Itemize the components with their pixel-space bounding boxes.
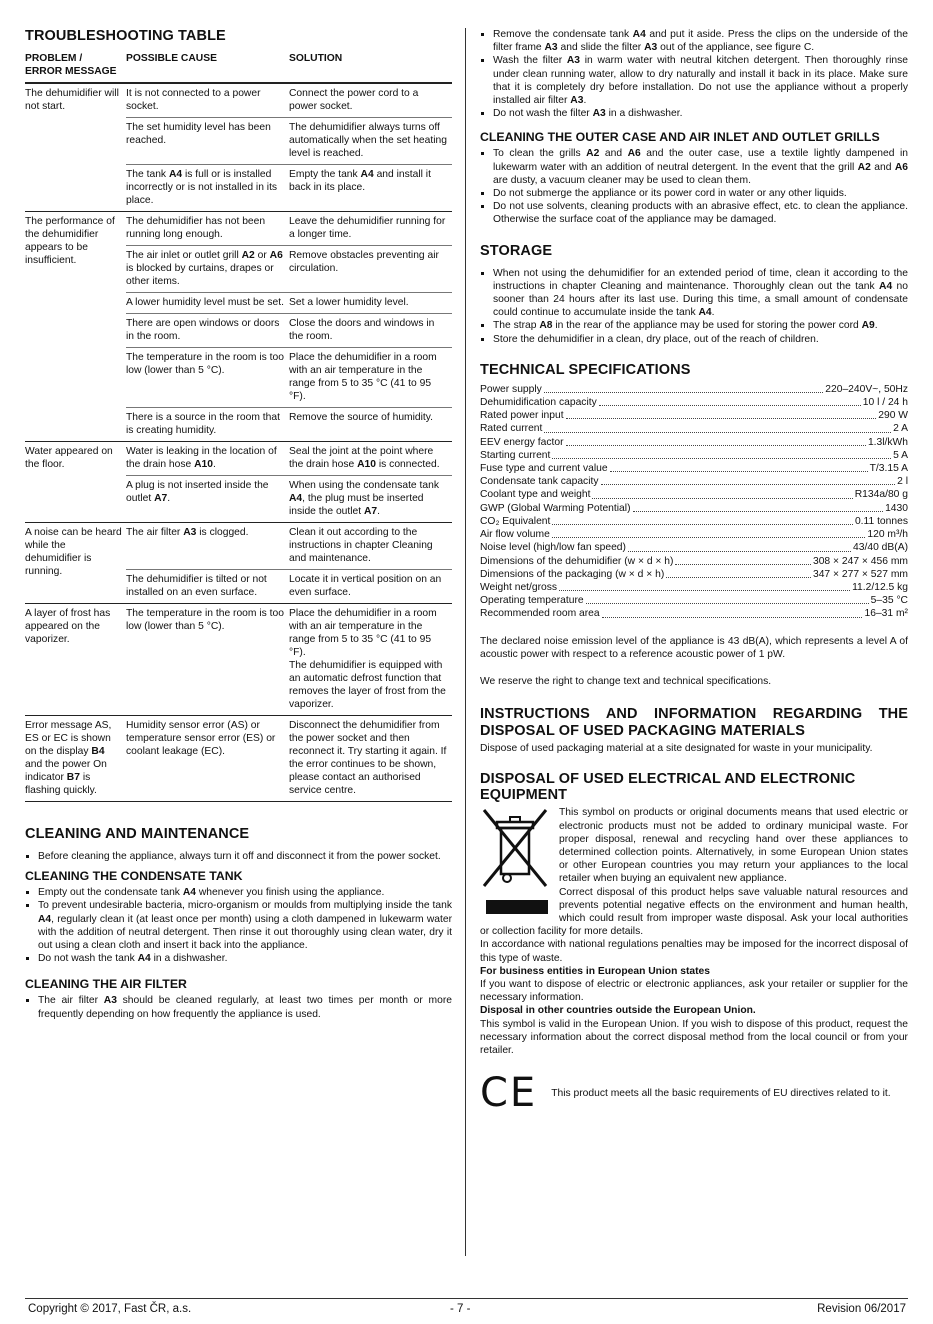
spec-value: 120 m³/h <box>867 529 908 541</box>
spec-list <box>480 383 908 621</box>
cause-cell: There are open windows or doors in the room. <box>126 314 289 348</box>
table-row <box>25 212 452 246</box>
spec-row <box>480 607 908 620</box>
spec-row <box>480 555 908 568</box>
header-problem: PROBLEM / ERROR MESSAGE <box>25 52 126 83</box>
weee-out-title: Disposal in other countries outside the European Union. <box>480 1005 756 1017</box>
spec-value: 347 × 277 × 527 mm <box>812 568 908 580</box>
list-item: To clean the grills A2 and A6 and the outer case, use a textile lightly dampened in lukewarm water with an addition of neutral detergent. In the event that the grill A2 and A6 are dusty, a vacuum cleaner may be used to clean them. <box>480 147 908 187</box>
spec-row <box>480 528 908 541</box>
table-row <box>25 604 452 716</box>
cleaning-outer-title: CLEANING THE OUTER CASE AND AIR INLET AND OUTLET GRILLS <box>480 130 880 145</box>
spec-value: 11.2/12.5 kg <box>852 581 908 593</box>
spec-label: Recommended room area <box>480 608 600 620</box>
weee-eu-title: For business entities in European Union states <box>480 965 711 977</box>
spec-row <box>480 581 908 594</box>
list-item: Empty out the condensate tank A4 whenever you finish using the appliance. <box>25 886 452 899</box>
cause-cell: The set humidity level has been reached. <box>126 118 289 165</box>
spec-row <box>480 409 908 422</box>
solution-cell: Connect the power cord to a power socket. <box>289 83 452 118</box>
spec-leader-dots <box>552 515 853 525</box>
cleaning-title: CLEANING AND MAINTENANCE <box>25 826 250 842</box>
list-item: The air filter A3 should be cleaned regularly, at least two times per month or more frequently depending on how frequently the appliance is used. <box>25 994 452 1020</box>
cleaning-intro-list <box>25 850 452 863</box>
spec-leader-dots <box>552 449 891 459</box>
spec-leader-dots <box>559 581 850 591</box>
cleaning-filter-list <box>25 994 452 1020</box>
filter-steps-list <box>480 28 908 120</box>
packaging-disposal-text: Dispose of used packaging material at a site designated for waste in your municipality. <box>480 743 873 755</box>
ce-block <box>480 1070 908 1117</box>
reserve-note: We reserve the right to change text and technical specifications. <box>480 675 772 687</box>
list-item: Do not submerge the appliance or its power cord in water or any other liquids. <box>480 187 908 200</box>
spec-label: Rated power input <box>480 410 564 422</box>
cleaning-tank-list <box>25 886 452 965</box>
spec-row <box>480 383 908 396</box>
spec-value: 1430 <box>885 502 908 514</box>
spec-value: 2 A <box>893 423 908 435</box>
solution-cell: Place the dehumidifier in a room with an air temperature in the range from 5 to 35 °C (41 to 95 °F). The dehumidifier is equipped with an automatic defrost function that removes the layer of frost from the vaporizer. <box>289 604 452 716</box>
solution-cell: Disconnect the dehumidifier from the power socket and then reconnect it. Try starting it again. If the error continues to be shown, please contact an authorised service centre. <box>289 716 452 802</box>
spec-leader-dots <box>599 396 861 406</box>
cause-cell: The tank A4 is full or is installed incorrectly or is not installed in its place. <box>126 165 289 212</box>
spec-row <box>480 515 908 528</box>
ce-text: This product meets all the basic requirements of EU directives related to it. <box>551 1087 891 1099</box>
spec-value: 1.3l/kWh <box>867 436 908 448</box>
spec-leader-dots <box>586 594 869 604</box>
list-item: Do not wash the filter A3 in a dishwasher. <box>480 107 908 120</box>
solution-cell: Locate it in vertical position on an even surface. <box>289 570 452 604</box>
table-row <box>25 83 452 118</box>
spec-value: 290 W <box>878 410 908 422</box>
spec-leader-dots <box>544 383 823 393</box>
cleaning-filter-title: CLEANING THE AIR FILTER <box>25 977 187 992</box>
solution-cell: Set a lower humidity level. <box>289 293 452 314</box>
cause-cell: Water is leaking in the location of the drain hose A10. <box>126 442 289 476</box>
cause-cell: It is not connected to a power socket. <box>126 83 289 118</box>
cleaning-outer-list <box>480 147 908 226</box>
list-item: Remove the condensate tank A4 and put it aside. Press the clips on the underside of the filter frame A3 and slide the filter A3 out of the appliance, see figure C. <box>480 28 908 54</box>
footer-revision: Revision 06/2017 <box>817 1303 906 1315</box>
packaging-disposal-title: INSTRUCTIONS AND INFORMATION REGARDING THE DISPOSAL OF USED PACKAGING MATERIALS <box>480 706 908 740</box>
solution-cell: The dehumidifier always turns off automatically when the set heating level is reached. <box>289 118 452 165</box>
spec-leader-dots <box>601 475 896 485</box>
cause-cell: The temperature in the room is too low (lower than 5 °C). <box>126 604 289 716</box>
spec-row <box>480 436 908 449</box>
page-footer <box>25 1298 908 1315</box>
header-cause: POSSIBLE CAUSE <box>126 52 289 83</box>
troubleshooting-title: TROUBLESHOOTING TABLE <box>25 28 226 44</box>
spec-row <box>480 475 908 488</box>
spec-label: Dehumidification capacity <box>480 397 597 409</box>
weee-para-1: This symbol on products or original documents means that used electric or electronic products must not be added to ordinary municipal waste. For proper disposal, renewal and recycling hand over these appliances to determined collection points. Alternatively, in some European Union states or other European countries you may return your appliances to the local retailer when buying an equivalent new appliance. <box>559 807 908 885</box>
list-item: To prevent undesirable bacteria, micro-organism or moulds from multiplying inside the tank A4, regularly clean it (at least once per month) using a cloth dampened in lukewarm water with the addition of neutral detergent. Then rinse it out thoroughly using clean water, dry it out using a clean cloth and insert it back into the appliance. <box>25 899 452 952</box>
noise-note: The declared noise emission level of the appliance is 43 dB(A), which represents a level A of acoustic power with respect to a reference acoustic power of 1 pW. <box>480 635 908 660</box>
spec-value: 5 A <box>893 449 908 461</box>
weee-para-2: Correct disposal of this product helps save valuable natural resources and prevents potential negative effects on the environment and human health, which could result from improper waste disposal. Ask your local authorities or collection facility for more details. <box>480 886 908 938</box>
spec-leader-dots <box>602 607 863 617</box>
spec-row <box>480 568 908 581</box>
tech-title: TECHNICAL SPECIFICATIONS <box>480 361 691 378</box>
spec-label: Starting current <box>480 449 551 461</box>
spec-row <box>480 541 908 554</box>
spec-label: Noise level (high/low fan speed) <box>480 542 626 554</box>
footer-copyright: Copyright © 2017, Fast ČR, a.s. <box>28 1303 192 1315</box>
spec-label: Coolant type and weight <box>480 489 591 501</box>
spec-value: 2 l <box>897 476 908 488</box>
list-item: Do not use solvents, cleaning products with an abrasive effect, etc. to clean the appliance. Otherwise the surface coat of the appliance may be damaged. <box>480 200 908 226</box>
list-item: Store the dehumidifier in a clean, dry place, out of the reach of children. <box>480 333 908 346</box>
table-row <box>25 716 452 802</box>
spec-label: Power supply <box>480 383 542 395</box>
header-solution: SOLUTION <box>289 52 452 83</box>
weee-out-text: This symbol is valid in the European Union. If you wish to dispose of this product, request the necessary information about the correct disposal method from the local council or from your retailer. <box>480 1018 908 1056</box>
spec-row <box>480 594 908 607</box>
cause-cell: The air inlet or outlet grill A2 or A6 is blocked by curtains, drapes or other items. <box>126 246 289 293</box>
storage-list <box>480 267 908 346</box>
cause-cell: Humidity sensor error (AS) or temperature sensor error (ES) or coolant leakage (EC). <box>126 716 289 802</box>
spec-label: Dimensions of the packaging (w × d × h) <box>480 568 665 580</box>
spec-row <box>480 462 908 475</box>
spec-leader-dots <box>592 488 852 498</box>
right-column <box>480 28 908 1117</box>
spec-label: CO₂ Equivalent <box>480 515 551 527</box>
spec-leader-dots <box>552 528 866 538</box>
weee-bar <box>486 900 548 914</box>
cause-cell: A lower humidity level must be set. <box>126 293 289 314</box>
weee-title: DISPOSAL OF USED ELECTRICAL AND ELECTRONIC EQUIPMENT <box>480 771 856 804</box>
list-item: The strap A8 in the rear of the appliance may be used for storing the power cord A9. <box>480 319 908 332</box>
spec-value: R134a/80 g <box>854 489 908 501</box>
problem-cell: A noise can be heard while the dehumidifier is running. <box>25 523 126 604</box>
spec-label: GWP (Global Warming Potential) <box>480 502 631 514</box>
solution-cell: When using the condensate tank A4, the plug must be inserted inside the outlet A7. <box>289 476 452 523</box>
problem-cell: The dehumidifier will not start. <box>25 83 126 212</box>
problem-cell: The performance of the dehumidifier appears to be insufficient. <box>25 212 126 442</box>
spec-leader-dots <box>566 436 866 446</box>
list-item: Do not wash the tank A4 in a dishwasher. <box>25 952 452 965</box>
table-row <box>25 523 452 570</box>
solution-cell: Close the doors and windows in the room. <box>289 314 452 348</box>
spec-label: Condensate tank capacity <box>480 476 599 488</box>
cause-cell: The dehumidifier has not been running long enough. <box>126 212 289 246</box>
spec-leader-dots <box>628 541 851 551</box>
spec-leader-dots <box>566 409 877 419</box>
spec-row <box>480 502 908 515</box>
cause-cell: The temperature in the room is too low (lower than 5 °C). <box>126 348 289 408</box>
ce-mark-icon: CE <box>480 1070 538 1117</box>
spec-value: 220–240V~, 50Hz <box>825 383 908 395</box>
spec-label: EEV energy factor <box>480 436 564 448</box>
problem-cell: Water appeared on the floor. <box>25 442 126 523</box>
spec-label: Air flow volume <box>480 529 550 541</box>
spec-value: 16–31 m² <box>864 608 908 620</box>
table-header-row <box>25 52 452 83</box>
spec-value: 5–35 °C <box>870 595 908 607</box>
list-item: Before cleaning the appliance, always turn it off and disconnect it from the power socket. <box>25 850 452 863</box>
list-item: When not using the dehumidifier for an extended period of time, clean it according to the instructions in chapter Cleaning and maintenance. Thoroughly clean out the tank A4 no sooner than 24 hours after its last use. During this time, a small amount of condensate could continue to accumulate inside the tank A4. <box>480 267 908 320</box>
weee-block <box>480 806 908 938</box>
spec-leader-dots <box>544 422 891 432</box>
cause-cell: There is a source in the room that is creating humidity. <box>126 408 289 442</box>
column-divider <box>465 28 466 1256</box>
spec-label: Fuse type and current value <box>480 463 608 475</box>
crossed-bin-icon <box>480 806 555 924</box>
spec-row <box>480 422 908 435</box>
cleaning-tank-title: CLEANING THE CONDENSATE TANK <box>25 869 243 884</box>
spec-value: 0.11 tonnes <box>854 515 908 527</box>
weee-eu-text: If you want to dispose of electric or electronic appliances, ask your retailer or supplier for the necessary information. <box>480 978 908 1004</box>
table-row <box>25 442 452 476</box>
spec-value: 10 l / 24 h <box>862 397 908 409</box>
left-column <box>25 28 452 1021</box>
spec-label: Weight net/gross <box>480 581 558 593</box>
spec-label: Operating temperature <box>480 595 584 607</box>
cause-cell: The dehumidifier is tilted or not installed on an even surface. <box>126 570 289 604</box>
solution-cell: Remove obstacles preventing air circulation. <box>289 246 452 293</box>
storage-title: STORAGE <box>480 242 553 259</box>
solution-cell: Place the dehumidifier in a room with an air temperature in the range from 5 to 35 °C (41 to 95 °F). <box>289 348 452 408</box>
spec-value: 308 × 247 × 456 mm <box>812 555 908 567</box>
spec-label: Dimensions of the dehumidifier (w × d × h) <box>480 555 674 567</box>
spec-value: T/3.15 A <box>869 463 908 475</box>
problem-cell: Error message AS, ES or EC is shown on the display B4 and the power On indicator B7 is flashing quickly. <box>25 716 126 802</box>
problem-cell: A layer of frost has appeared on the vaporizer. <box>25 604 126 716</box>
cause-cell: The air filter A3 is clogged. <box>126 523 289 570</box>
cause-cell: A plug is not inserted inside the outlet A7. <box>126 476 289 523</box>
spec-row <box>480 396 908 409</box>
spec-row <box>480 449 908 462</box>
solution-cell: Seal the joint at the point where the drain hose A10 is connected. <box>289 442 452 476</box>
solution-cell: Leave the dehumidifier running for a longer time. <box>289 212 452 246</box>
spec-leader-dots <box>633 502 884 512</box>
spec-value: 43/40 dB(A) <box>853 542 908 554</box>
solution-cell: Clean it out according to the instructions in chapter Cleaning and maintenance. <box>289 523 452 570</box>
spec-leader-dots <box>666 568 811 578</box>
weee-para-3: In accordance with national regulations penalties may be imposed for the incorrect disposal of this type of waste. <box>480 939 908 964</box>
footer-page-number: - 7 - <box>450 1303 471 1315</box>
troubleshooting-table <box>25 52 452 802</box>
solution-cell: Remove the source of humidity. <box>289 408 452 442</box>
spec-label: Rated current <box>480 423 543 435</box>
spec-row <box>480 488 908 501</box>
list-item: Wash the filter A3 in warm water with neutral kitchen detergent. Then thoroughly rinse under clean running water, allow to dry naturally and install it back in its place. Make sure that it is completely dry before installation. Do not use the appliance without a properly installed air filter A3. <box>480 54 908 107</box>
spec-leader-dots <box>675 555 811 565</box>
solution-cell: Empty the tank A4 and install it back in its place. <box>289 165 452 212</box>
spec-leader-dots <box>610 462 868 472</box>
